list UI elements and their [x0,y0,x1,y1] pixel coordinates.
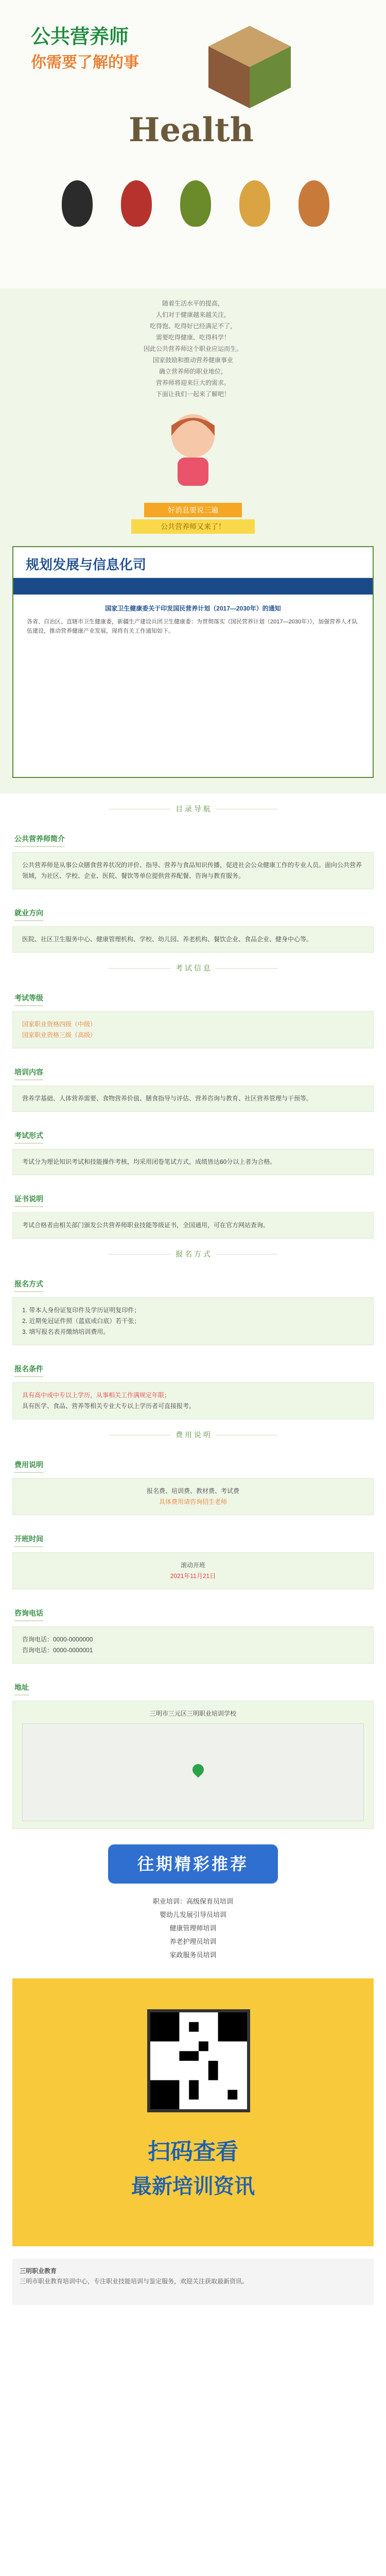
hero-health-word: Health [129,111,254,149]
class-line: 滚动开班 [180,1562,205,1569]
section-header [12,793,374,824]
hero-title: 公共营养师 [31,26,129,48]
mung-bean-icon [180,180,211,227]
black-bean-icon [62,180,93,227]
label-fee: 费用说明 [14,1458,43,1473]
intro-line: 国家鼓励和推动营养健康事业 [152,357,233,364]
card-certificate: 考试合格者由相关部门颁发公共营养师职业技能等级证书，全国通用，可在官方网站查询。 [12,1212,374,1239]
address-map[interactable] [22,1723,364,1821]
exam-level-a: 国家职业资格四级（中级） [22,1021,97,1028]
intro-line: 因此公共营养师这个职业应运而生。 [143,345,242,352]
fee-line: 具体费用请咨询招生老师 [159,1498,227,1505]
red-bean-icon [121,180,152,227]
intro-line: 确立营养师的职业地位， [159,368,227,375]
recommend-link[interactable]: 家政服务员培训 [169,1951,217,1959]
recommend-list [0,1884,386,1973]
intro-line: 吃得饱、吃得好已经满足不了， [149,323,236,330]
card-fee [12,1478,374,1515]
label-apply: 报名方式 [14,1277,43,1292]
qr-caption-line1: 扫码查看 [148,2139,238,2164]
card-exam-subject: 营养学基础、人体营养需要、食物营养价值、膳食指导与评估、营养咨询与教育、社区营养管理与干预等。 [12,1086,374,1112]
condition-item: 具有医学、食品、营养等相关专业大专以上学历者可直接报考。 [22,1402,196,1410]
card-condition [12,1382,374,1419]
card-apply [12,1297,374,1345]
card-address [12,1701,374,1829]
section-header [12,953,374,984]
qr-caption [12,2133,374,2199]
exam-level-b: 国家职业资格三级（高级） [22,1031,97,1039]
doc-header-title: 规划发展与信息化司 [26,557,147,572]
doc-body [13,595,373,645]
recommend-link[interactable]: 健康管理师培训 [169,1924,217,1932]
wheat-icon [299,180,329,227]
footer-card[interactable] [12,2259,374,2305]
label-job-intro: 公共营养师简介 [14,832,65,847]
card-job-intro: 公共营养师是从事公众膳食营养状况的评价、指导、营养与食品知识传播，促进社会公众健康工作的专业人员。面向公共营养领域，为社区、学校、企业、医院、餐饮等单位提供营养配餐、咨询与教育服务。 [12,852,374,889]
card-contact [12,1626,374,1664]
doc-paragraph: 各省、自治区、直辖市卫生健康委，新疆生产建设兵团卫生健康委：为贯彻落实《国民营养计划（2017—2030年）》，加强营养人才队伍建设，推动营养健康产业发展，现将有关工作通知如下。 [27,619,358,634]
section-header-text: 考 试 信 息 [176,964,210,972]
label-exam-subject: 培训内容 [14,1065,43,1080]
qr-caption-line2: 最新培训资讯 [131,2175,255,2198]
doc-nav-bar [13,578,373,595]
class-line: 2021年11月21日 [170,1572,216,1580]
intro-line: 人们对于健康越来越关注， [155,311,230,318]
hero-subtitle: 你需要了解的事 [31,54,139,71]
label-certificate: 证书说明 [14,1192,43,1207]
qr-block [12,1978,374,2246]
contact-line[interactable]: 咨询电话：0000-0000001 [22,1647,93,1654]
footer-name: 三明职业教育 [20,2267,57,2275]
intro-line: 营养师将迎来巨大的需求。 [155,379,230,386]
footer-desc: 三明市职业教育培训中心，专注职业技能培训与鉴定服务，欢迎关注获取最新资讯。 [20,2278,249,2285]
label-condition: 报名条件 [14,1362,43,1377]
card-exam-level [12,1011,374,1048]
doc-title: 国家卫生健康委关于印发国民营养计划（2017—2030年）的通知 [105,605,281,612]
recommend-link[interactable]: 婴幼儿发展引导员培训 [159,1911,226,1919]
millet-icon [239,180,270,227]
contact-line[interactable]: 咨询电话：0000-0000000 [22,1636,93,1643]
cartoon-area [0,400,386,503]
come-again-badge: 公共营养师又来了！ [131,519,255,534]
label-contact: 咨询电话 [14,1606,43,1621]
card-career: 医院、社区卫生服务中心、健康管理机构、学校、幼儿园、养老机构、餐饮企业、食品企业、健身中心等。 [12,926,374,953]
apply-item: 3. 填写报名表并缴纳培训费用。 [22,1328,110,1335]
label-career: 就业方向 [14,906,43,921]
recommend-button[interactable]: 往期精彩推荐 [108,1844,278,1884]
intro-line: 需要吃得健康、吃得科学！ [155,334,230,341]
intro-lines [0,289,386,400]
recommend-link[interactable]: 养老护理员培训 [169,1938,217,1945]
hero-banner [0,0,386,289]
map-pin-icon [190,1761,206,1777]
section-job-intro [12,793,374,953]
good-news-badge: 好消息要说三遍 [144,503,242,517]
condition-item: 具有高中或中专以上学历，从事相关工作满规定年限； [22,1392,171,1399]
apply-item: 2. 近期免冠证件照（蓝底或白底）若干张； [22,1317,141,1325]
apply-item: 1. 带本人身份证复印件及学历证明复印件； [22,1307,141,1314]
address-text: 三明市三元区三明职业培训学校 [149,1710,236,1717]
grain-row [62,170,329,227]
section-header-text: 目 录 导 航 [176,805,210,813]
document-screenshot [12,546,374,778]
section-exam [12,953,374,1239]
section-header-text: 报 名 方 式 [176,1250,210,1258]
section-header [12,1419,374,1450]
cartoon-girl-icon [165,410,221,487]
section-header-text: 费 用 说 明 [176,1431,210,1439]
intro-line: 随着生活水平的提高， [162,300,224,307]
qr-code-icon[interactable] [147,2009,250,2112]
fee-line: 报名费、培训费、教材费、考试费 [146,1487,239,1495]
card-class [12,1552,374,1589]
section-fee [12,1419,374,1829]
label-class: 开班时间 [14,1532,43,1547]
label-address: 地址 [14,1680,29,1696]
label-exam-level: 考试等级 [14,991,43,1006]
intro-line: 下面让我们一起来了解吧！ [155,391,230,398]
section-apply [12,1239,374,1419]
recommend-link[interactable]: 职业培训：高级保育员培训 [152,1897,233,1905]
doc-header [13,547,373,578]
section-header [12,1239,374,1269]
intro-section [0,289,386,793]
label-exam-form: 考试形式 [14,1128,43,1144]
card-exam-form: 考试分为理论知识考试和技能操作考核，均采用闭卷笔试方式，成绩皆达60分以上者为合格。 [12,1149,374,1175]
food-cube-icon [203,21,296,113]
qr-pattern [150,2012,247,2109]
